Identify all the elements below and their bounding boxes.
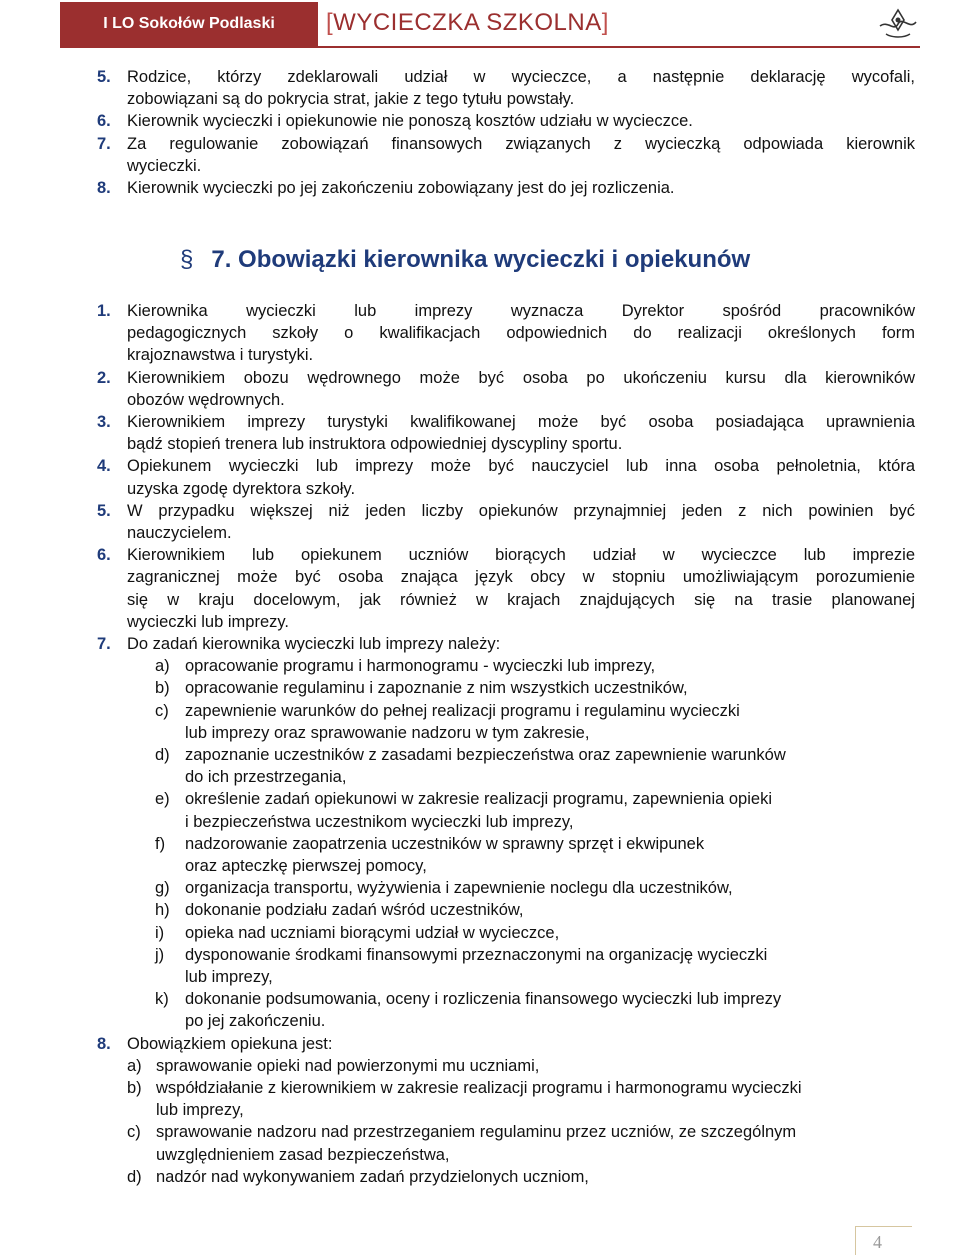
leader-duty-line: lub imprezy oraz sprawowanie nadzoru w tym zakresie, <box>185 723 590 742</box>
duty-item-line: Obowiązkiem opiekuna jest: <box>127 1034 333 1053</box>
guardian-duty-line: współdziałanie z kierownikiem w zakresie realizacji programu i harmonogramu wycieczki <box>156 1079 802 1097</box>
leader-duty-marker: h) <box>155 901 170 920</box>
leader-duty-line: po jej zakończeniu. <box>185 1012 326 1031</box>
leader-duty-marker: c) <box>155 701 169 720</box>
top-item-line: Kierownik wycieczki i opiekunowie nie ponoszą kosztów udziału w wycieczce. <box>127 112 693 131</box>
guardian-duty-line: sprawowanie nadzoru nad przestrzeganiem regulaminu przez uczniów, ze szczególnym <box>156 1123 797 1142</box>
top-item-marker: 5. <box>97 68 111 86</box>
page-header <box>60 2 920 46</box>
duty-item-marker: 1. <box>97 302 111 320</box>
duty-item-marker: 2. <box>97 368 111 387</box>
school-name: I LO Sokołów Podlaski <box>60 2 318 46</box>
leader-duty-marker: b) <box>155 679 170 698</box>
leader-duty-line: do ich przestrzegania, <box>185 768 347 787</box>
leader-duty-line: nadzorowanie zaopatrzenia uczestników w sprawny sprzęt i ekwipunek <box>185 834 705 853</box>
duty-item-line: obozów wędrownych. <box>127 390 285 409</box>
duty-item-marker: 7. <box>97 635 111 653</box>
page-number: 4 <box>873 1232 882 1252</box>
leader-duty-line: dysponowanie środkami finansowymi przeznaczonymi na organizację wycieczki <box>185 945 768 964</box>
leader-duty-line: lub imprezy, <box>185 968 273 986</box>
guardian-duty-marker: a) <box>127 1056 142 1075</box>
top-item-line: Rodzice, którzy zdeklarowali udział w wycieczce, a następnie deklarację wycofali, <box>127 68 915 86</box>
leader-duty-marker: e) <box>155 790 170 809</box>
top-item-line: zobowiązani są do pokrycia strat, jakie z tego tytułu powstały. <box>127 90 575 109</box>
leader-duty-marker: d) <box>155 746 170 764</box>
duty-item-marker: 5. <box>97 501 111 520</box>
leader-duty-marker: a) <box>155 657 170 676</box>
duty-item-line: Kierownikiem imprezy turystyki kwalifikowanej może być osoba posiadająca uprawnienia <box>127 413 915 431</box>
leader-duty-marker: g) <box>155 879 170 898</box>
leader-duty-line: dokonanie podziału zadań wśród uczestników, <box>185 901 524 920</box>
duty-item-line: Kierownika wycieczki lub imprezy wyznacza Dyrektor spośród pracowników <box>127 302 915 320</box>
duty-item-line: zagranicznej może być osoba znająca język obcy w stopniu umożliwiającym porozumienie <box>127 568 915 587</box>
duty-item-line: się w kraju docelowym, jak również w krajach znajdujących się na trasie planowanej <box>127 590 915 609</box>
leader-duty-line: opracowanie programu i harmonogramu - wycieczki lub imprezy, <box>185 657 656 676</box>
leader-duty-marker: k) <box>155 990 169 1009</box>
leader-duty-line: określenie zadań opiekunowi w zakresie realizacji programu, zapewnienia opieki <box>185 790 772 809</box>
leader-duty-marker: i) <box>155 923 165 942</box>
leader-duty-line: oraz apteczkę pierwszej pomocy, <box>185 857 427 875</box>
duty-item-line: pedagogicznych szkoły o kwalifikacjach odpowiednich do realizacji określonych form <box>127 324 915 343</box>
guardian-duty-marker: b) <box>127 1079 142 1097</box>
leader-duty-line: opracowanie regulaminu i zapoznanie z nim wszystkich uczestników, <box>185 679 688 698</box>
guardian-duty-marker: d) <box>127 1167 142 1186</box>
guardian-duty-marker: c) <box>127 1123 141 1142</box>
duty-item-marker: 3. <box>97 413 111 431</box>
leader-duty-line: opieka nad uczniami biorącymi udział w wycieczce, <box>185 923 560 942</box>
duty-item-line: Kierownikiem obozu wędrownego może być osoba po ukończeniu kursu dla kierowników <box>127 368 915 387</box>
top-item-marker: 6. <box>97 112 111 131</box>
ornament-logo-icon <box>876 6 920 42</box>
leader-duty-line: zapoznanie uczestników z zasadami bezpieczeństwa oraz zapewnienie warunków <box>185 746 786 764</box>
leader-duty-marker: f) <box>155 834 166 853</box>
duty-item-line: Do zadań kierownika wycieczki lub imprezy należy: <box>127 635 501 653</box>
guardian-duty-line: nadzór nad wykonywaniem zadań przydzielonych uczniom, <box>156 1167 589 1186</box>
guardian-duty-line: uwzględnieniem zasad bezpieczeństwa, <box>156 1145 450 1164</box>
duty-item-line: krajoznawstwa i turystyki. <box>127 346 314 365</box>
leader-duty-line: i bezpieczeństwa uczestnikom wycieczki lub imprezy, <box>185 812 574 831</box>
duty-item-line: W przypadku większej niż jeden liczby opiekunów przynajmniej jeden z nich powinien być <box>127 501 915 520</box>
top-item-marker: 8. <box>97 179 111 197</box>
leader-duty-marker: j) <box>155 945 165 964</box>
duty-item-line: nauczycielem. <box>127 524 232 542</box>
duty-item-marker: 8. <box>97 1034 111 1053</box>
leader-duty-line: zapewnienie warunków do pełnej realizacji programu i regulaminu wycieczki <box>185 701 740 720</box>
duty-item-marker: 6. <box>97 546 111 565</box>
duty-item-line: uzyska zgodę dyrektora szkoły. <box>127 479 356 498</box>
duty-item-line: wycieczki lub imprezy. <box>127 612 289 631</box>
duty-item-marker: 4. <box>97 457 111 476</box>
page-number-box <box>855 1226 912 1255</box>
duty-item-line: bądź stopień trenera lub instruktora odpowiedniej dyscypliny sportu. <box>127 435 623 454</box>
section-heading: § 7. Obowiązki kierownika wycieczki i opiekunów <box>180 246 751 273</box>
header-rule <box>60 46 920 48</box>
guardian-duty-line: lub imprezy, <box>156 1101 244 1120</box>
top-item-line: Za regulowanie zobowiązań finansowych związanych z wycieczką odpowiada kierownik <box>127 134 915 153</box>
duty-item-line: Opiekunem wycieczki lub imprezy może być nauczyciel lub inna osoba pełnoletnia, która <box>127 457 915 476</box>
top-item-line: wycieczki. <box>127 156 202 175</box>
leader-duty-line: organizacja transportu, wyżywienia i zapewnienie noclegu dla uczestników, <box>185 879 733 898</box>
top-item-marker: 7. <box>97 134 111 153</box>
top-item-line: Kierownik wycieczki po jej zakończeniu zobowiązany jest do jej rozliczenia. <box>127 179 675 197</box>
guardian-duty-line: sprawowanie opieki nad powierzonymi mu uczniami, <box>156 1056 540 1075</box>
duty-item-line: Kierownikiem lub opiekunem uczniów biorących udział w wycieczce lub imprezie <box>127 546 915 565</box>
document-title: [WYCIECZKA SZKOLNA] <box>326 9 609 36</box>
leader-duty-line: dokonanie podsumowania, oceny i rozliczenia finansowego wycieczki lub imprezy <box>185 990 782 1009</box>
